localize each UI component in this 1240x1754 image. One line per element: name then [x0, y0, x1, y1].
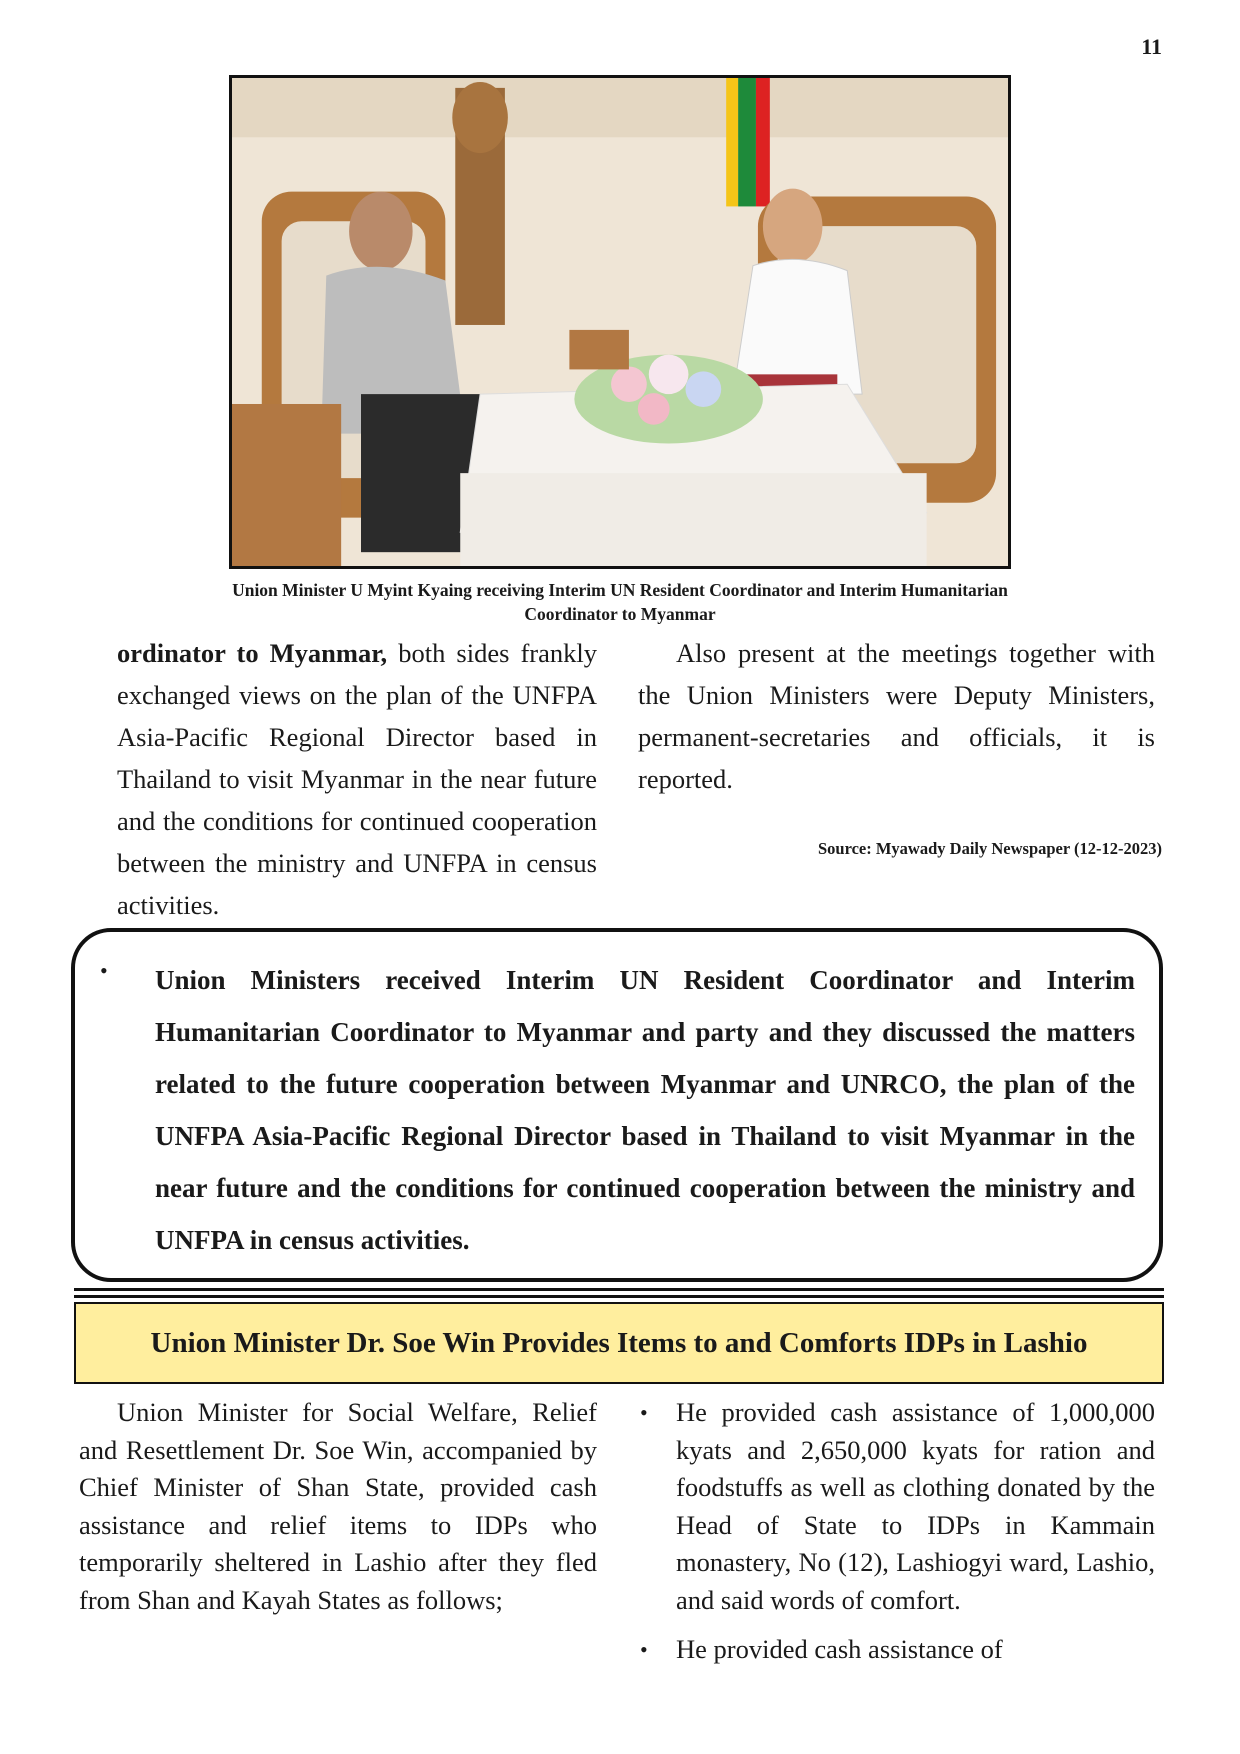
highlight-text: Union Ministers received Interim UN Resident Coordinator and Interim Humanitarian Coordinator to Myanmar and party and they discussed the matters related to the future cooperation between Myanmar and UNRCO, the plan of the UNFPA Asia-Pacific Regional Director based in Thailand to visit Myanmar in the near future and the conditions for continued cooperation between the ministry and UNFPA in census activities.: [155, 965, 1135, 1255]
article2-left-column: [79, 1394, 597, 1619]
article1-source: Source: Myawady Daily Newspaper (12-12-2023): [817, 839, 1162, 858]
photo-caption-line-2: Coordinator to Myanmar: [524, 604, 716, 624]
meeting-photo-illustration: [232, 78, 1008, 566]
highlight-bullet: •: [100, 958, 108, 983]
photo-caption: [150, 578, 1090, 626]
article2-bullet-item: [638, 1394, 1155, 1619]
article2-bullet-text: He provided cash assistance of: [676, 1634, 1003, 1664]
article1-left-column: [117, 632, 597, 926]
article2-bullet-item: [638, 1631, 1155, 1669]
article2-headline: Union Minister Dr. Soe Win Provides Items to and Comforts IDPs in Lashio: [150, 1326, 1088, 1359]
article2-right-column: [638, 1394, 1155, 1681]
article2-bullet-text: He provided cash assistance of 1,000,000 kyats and 2,650,000 kyats for ration and foodstuffs as well as clothing donated by the Head of State to IDPs in Kammain monastery, No (12), Lashiogyi ward, Lashio, and said words of comfort.: [676, 1397, 1155, 1615]
article1-right-column: [638, 632, 1155, 800]
headline-rule-bottom: [74, 1295, 1164, 1298]
photo-caption-line-1: Union Minister U Myint Kyaing receiving Interim UN Resident Coordinator and Interim Humanitarian: [232, 580, 1008, 600]
highlight-box: [71, 928, 1163, 1282]
page-number: 11: [1141, 34, 1162, 59]
meeting-photo: [229, 75, 1011, 569]
article1-left-text: both sides frankly exchanged views on the plan of the UNFPA Asia-Pacific Regional Director based in Thailand to visit Myanmar in the near future and the conditions for continued cooperation between the ministry and UNFPA in census activities.: [117, 638, 598, 920]
headline-rule-top: [74, 1288, 1164, 1291]
article1-right-paragraph: Also present at the meetings together with the Union Ministers were Deputy Ministers, permanent-secretaries and officials, it is reported.: [638, 638, 1155, 794]
article2-left-paragraph: Union Minister for Social Welfare, Relief and Resettlement Dr. Soe Win, accompanied by Chief Minister of Shan State, provided cash assistance and relief items to IDPs who temporarily sheltered in Lashio after they fled from Shan and Kayah States as follows;: [79, 1397, 597, 1615]
article2-headline-box: [74, 1302, 1164, 1384]
article1-left-bold-lead: ordinator to Myanmar,: [117, 638, 388, 668]
bullet-dot: •: [640, 1400, 648, 1425]
bullet-dot: •: [640, 1637, 648, 1662]
article1-left-paragraph: [117, 632, 597, 926]
